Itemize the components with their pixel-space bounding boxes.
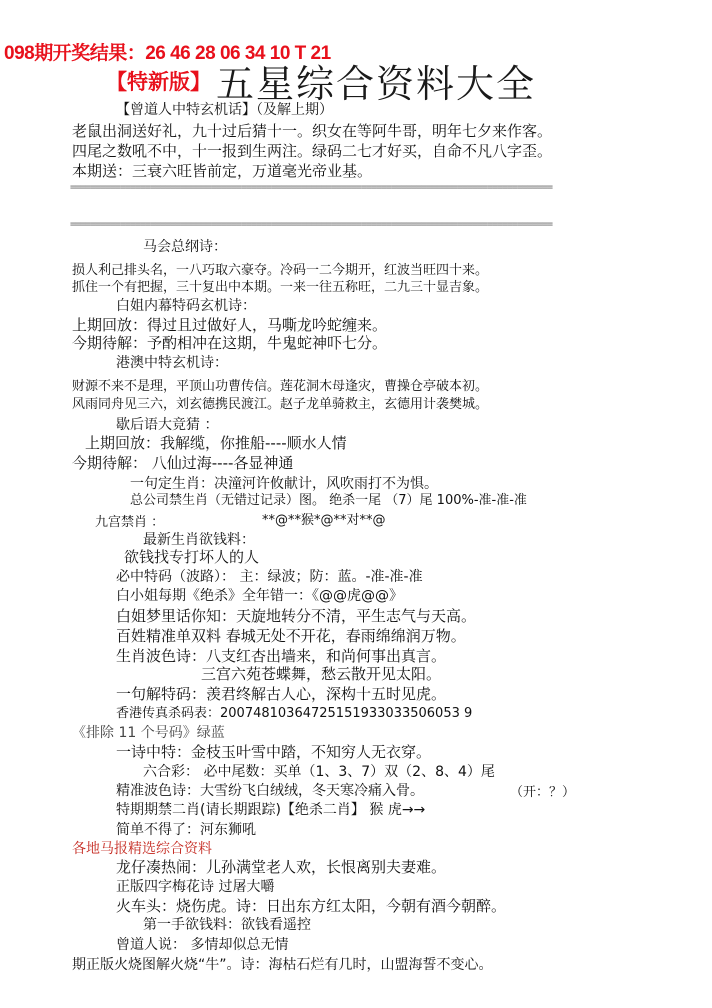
separator-line: ================================================================================================: [70, 222, 552, 228]
text-line: 损人利己排头名，一八巧取六豪夺。冷码一二今期开，红波当旺四十来。: [72, 263, 489, 278]
text-line: 抓住一个有把握，三十复出中本期。一来一往五称旺，二九三十显吉象。: [72, 280, 489, 295]
text-line: 上期回放：得过且过做好人，马嘶龙吟蛇缠来。: [72, 316, 388, 334]
text-line: 一句解特码：羡君终解古人心，深构十五时见虎。: [116, 685, 447, 703]
text-line: 生肖波色诗：八支红杏出墙来，和尚何事出真言。: [116, 647, 447, 665]
text-line: 龙仔凑热闹：儿孙满堂老人欢，长恨离别夫妻难。: [116, 858, 447, 876]
section-heading-mahui: 马会总纲诗：: [143, 239, 227, 255]
text-line: 财源不来不是理，平顶山功曹传信。莲花洞木母逢灾，曹操仓亭破本初。: [72, 379, 489, 394]
section-heading-zengdaoren: 【曾道人中特玄机话】（及解上期）: [116, 102, 333, 118]
text-line: 六合彩： 必中尾数：买单（1、3、7）双（2、8、4）尾: [143, 764, 495, 780]
text-line: 白小姐每期《绝杀》全年错一：《@@虎@@》: [116, 588, 403, 604]
text-line: 火车头：烧伤虎。诗：日出东方红太阳，今朝有酒今朝醉。: [116, 897, 507, 915]
text-line: 三宫六苑苍蝶舞，愁云散开见太阳。: [201, 665, 442, 683]
text-line: 老鼠出洞送好礼，九十过后猜十一。织女在等阿牛哥，明年七夕来作客。: [72, 122, 553, 140]
section-heading-xiehouyu: 歇后语大竞猜 ：: [116, 417, 219, 433]
section-heading-gangao: 港澳中特玄机诗：: [116, 355, 228, 371]
text-line: **@**猴*@**对**@: [262, 513, 386, 528]
text-line: 总公司禁生肖（无错过记录）图。 绝杀一尾 （7）尾 100%-准-准-准: [130, 493, 527, 508]
text-line: 四尾之数吼不中，十一报到生两注。绿码二七才好买，自命不凡八字歪。: [72, 142, 553, 160]
draw-result-banner: 098期开奖结果：26 46 28 06 34 10 T 21: [4, 43, 331, 64]
text-line: 今期待解：予酌相冲在这期，牛鬼蛇神吓七分。: [72, 334, 388, 352]
text-line: 必中特码（波路）： 主：绿波；防：蓝。-准-准-准: [116, 569, 423, 585]
section-heading-shengxiao: 最新生肖欲钱料：: [143, 532, 255, 548]
edition-badge: 【特新版】: [106, 70, 211, 94]
separator-line: ================================================================================================: [70, 185, 552, 191]
text-line: 《排除 11 个号码》绿蓝: [72, 725, 225, 741]
text-line: 曾道人说： 多情却似总无情: [116, 937, 289, 953]
text-line: 第一手欲钱料：欲钱看遥控: [143, 917, 311, 933]
text-line: 期正版火烧图解火烧“牛”。诗：海枯石烂有几时，山盟海誓不变心。: [72, 957, 493, 973]
text-line: 一诗中特：金枝玉叶雪中踏，不知穷人无衣穿。: [116, 743, 432, 761]
text-line: 风雨同舟见三六，刘玄德携民渡江。赵子龙单骑救主，玄德用计袭樊城。: [72, 397, 489, 412]
text-line: 正版四字梅花诗 过屠大嚼: [116, 879, 275, 895]
text-line: 香港传真杀码表：20074810364725151933033506053 9: [116, 706, 473, 721]
text-line: 百姓精准单双料 春城无处不开花，春雨绵绵润万物。: [116, 627, 466, 645]
text-line: 本期送：三衰六旺皆前定，万道毫光帝业基。: [72, 162, 373, 180]
text-line: 欲钱找专打坏人的人: [124, 548, 260, 566]
text-line: 九宫禁肖 ：: [95, 515, 165, 530]
text-line: 上期回放：我解缆，你推船----顺水人情: [85, 434, 347, 452]
text-line: 精准波色诗：大雪纷飞白绒绒，冬天寒冷痛入骨。: [116, 783, 424, 799]
section-heading-madi: 各地马报精选综合资料: [72, 841, 212, 857]
section-heading-baijie: 白姐内幕特码玄机诗：: [116, 298, 256, 314]
text-line: 特期期禁二肖(请长期跟踪)【绝杀二肖】 猴 虎→→: [116, 802, 426, 818]
text-line: 一句定生肖：决潼河许攸献计，风吹雨打不为惧。: [130, 476, 438, 492]
page-title: 五星综合资料大全: [216, 62, 537, 106]
text-line: 白姐梦里话你知：天旋地转分不清，平生志气与天高。: [116, 607, 477, 625]
text-line: （开：？）: [510, 785, 576, 800]
text-line: 简单不得了：河东狮吼: [116, 822, 256, 838]
text-line: 今期待解： 八仙过海----各显神通: [72, 454, 294, 472]
